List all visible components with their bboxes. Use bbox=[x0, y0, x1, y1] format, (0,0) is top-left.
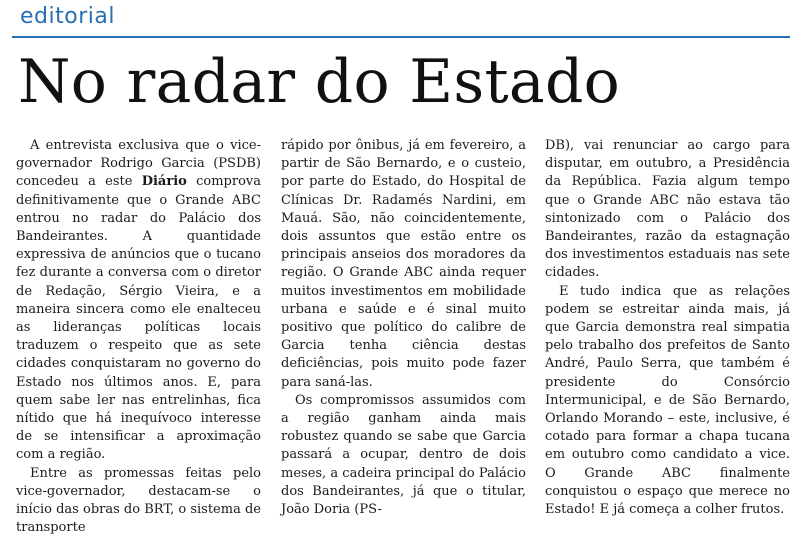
paragraph: DB), vai renunciar ao cargo para disputar, em outubro, a Presidência da República. Fazia algum tempo que o Grande ABC não estava tão sintonizado com o Palácio dos Bandeirantes, razão da estagnação dos investimentos estaduais nas sete cidades. bbox=[545, 138, 790, 281]
headline: No radar do Estado bbox=[18, 47, 621, 117]
section-divider bbox=[12, 36, 790, 38]
newspaper-name: Diário bbox=[141, 174, 187, 190]
section-label: editorial bbox=[20, 4, 115, 29]
article-column-1 bbox=[16, 137, 261, 536]
article-column-3 bbox=[545, 137, 790, 518]
paragraph: E tudo indica que as relações podem se estreitar ainda mais, já que Garcia demonstra real simpatia pelo trabalho dos prefeitos de Santo André, Paulo Serra, que também é presidente do Consórcio Intermunicipal, e de São Bernardo, Orlando Morando – este, inclusive, é cotado para formar a chapa tucana em outubro como candidato a vice. O Grande ABC finalmente conquistou o espaço que merece no Estado! E já começa a colher frutos. bbox=[545, 283, 790, 518]
paragraph: Os compromissos assumidos com a região ganham ainda mais robustez quando se sabe que Garcia passará a ocupar, dentro de dois meses, a cadeira principal do Palácio dos Bandeirantes, já que o titular, João Doria (PS- bbox=[281, 392, 526, 518]
paragraph: Entre as promessas feitas pelo vice-governador, destacam-se o início das obras do BRT, o sistema de transporte bbox=[16, 465, 261, 536]
paragraph: A entrevista exclusiva que o vice-governador Rodrigo Garcia (PSDB) concedeu a este Diário comprova definitivamente que o Grande ABC entrou no radar do Palácio dos Bandeirantes. A quantidade expressiva de anúncios que o tucano fez durante a conversa com o diretor de Redação, Sérgio Vieira, e a maneira sincera como ele enalteceu as lideranças políticas locais traduzem o respeito que as sete cidades conquistaram no governo do Estado nos últimos anos. E, para quem sabe ler nas entrelinhas, fica nítido que há inequívoco interesse de se intensificar a aproximação com a região. bbox=[16, 138, 261, 463]
paragraph: rápido por ônibus, já em fevereiro, a partir de São Bernardo, e o custeio, por parte do Estado, do Hospital de Clínicas Dr. Radamés Nardini, em Mauá. São, não coincidentemente, dois assuntos que estão entre os principais anseios dos moradores da região. O Grande ABC ainda requer muitos investimentos em mobilidade urbana e saúde e é sinal muito positivo que político do calibre de Garcia tenha ciência destas deficiências, pois muito pode fazer para saná-las. bbox=[281, 138, 526, 390]
article-column-2 bbox=[281, 137, 526, 518]
